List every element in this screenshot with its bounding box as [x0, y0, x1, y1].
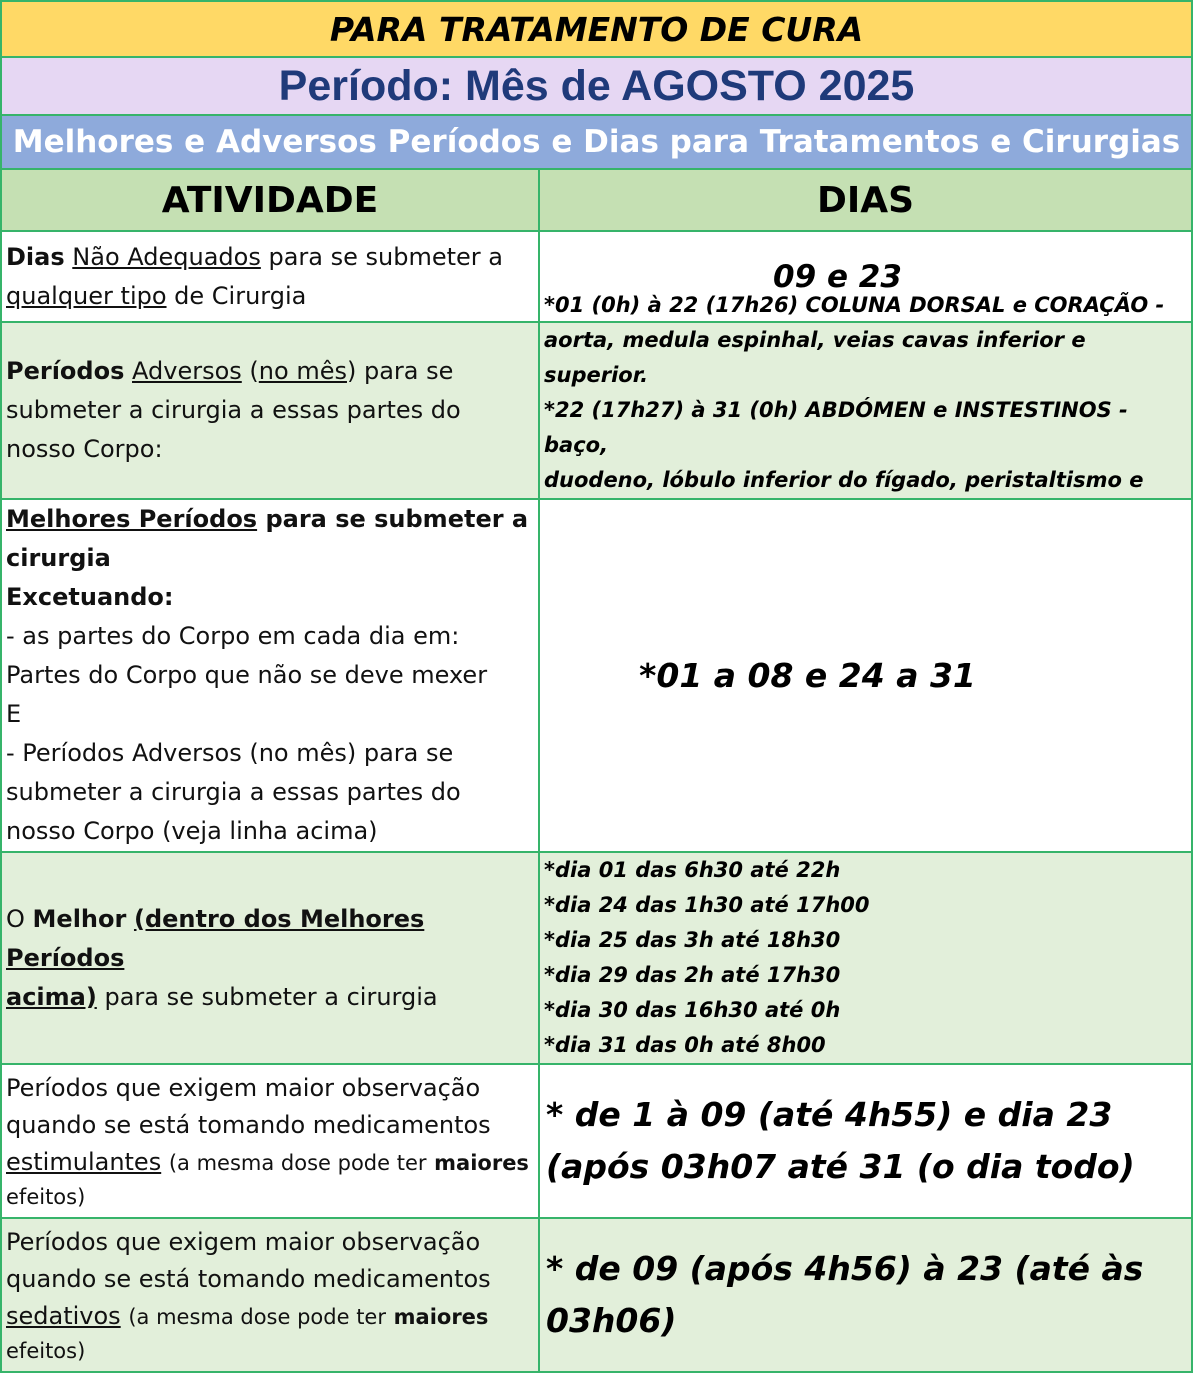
days-line: *dia 31 das 0h até 8h00 — [544, 1033, 826, 1057]
days-cell: 09 e 23 — [773, 258, 902, 295]
days-line: aorta, medula espinhal, veias cavas inferior e superior. — [544, 328, 1086, 387]
column-header-activity: ATIVIDADE — [2, 170, 540, 230]
days-line: *dia 01 das 6h30 até 22h — [544, 858, 841, 882]
days-line: *22 (17h27) à 31 (0h) ABDÓMEN e INSTESTINOS - baço, — [544, 398, 1128, 457]
table-row — [0, 1219, 1193, 1373]
activity-cell: Períodos que exigem maior observação quando se está tomando medicamentos estimulantes (a mesma dose pode ter maiores efeitos) — [2, 1065, 540, 1217]
days-cell — [540, 853, 1191, 1063]
subtitle: Melhores e Adversos Períodos e Dias para Tratamentos e Cirurgias — [12, 124, 1181, 160]
column-header-days: DIAS — [816, 179, 915, 221]
days-cell — [540, 293, 1191, 498]
days-cell: * de 09 (após 4h56) à 23 (até às 03h06) — [546, 1249, 1144, 1340]
column-header-row — [0, 170, 1193, 232]
days-line: *dia 24 das 1h30 até 17h00 — [544, 893, 870, 917]
table-row — [0, 1065, 1193, 1219]
page-title: PARA TRATAMENTO DE CURA — [329, 9, 864, 49]
period-banner — [0, 58, 1193, 116]
table-row — [0, 500, 1193, 853]
days-cell: *01 a 08 e 24 a 31 — [639, 656, 976, 695]
days-line: *01 (0h) à 22 (17h26) COLUNA DORSAL e CORAÇÃO - — [544, 293, 1165, 317]
days-line: *dia 25 das 3h até 18h30 — [544, 928, 841, 952]
table-row — [0, 853, 1193, 1065]
period-title: Período: Mês de AGOSTO 2025 — [278, 61, 915, 110]
activity-cell: Melhores Períodos para se submeter a cirurgia Excetuando: - as partes do Corpo em cada dia em: Partes do Corpo que não se deve mexer E - Períodos Adversos (no mês) para se submeter a cirurgia a essas partes do nosso Corpo (veja linha acima) — [2, 500, 540, 851]
days-line: *dia 29 das 2h até 17h30 — [544, 963, 841, 987]
activity-cell: Períodos que exigem maior observação quando se está tomando medicamentos sedativos (a mesma dose pode ter maiores efeitos) — [2, 1219, 540, 1371]
activity-cell: Períodos Adversos (no mês) para se submeter a cirurgia a essas partes do nosso Corpo: — [2, 323, 540, 498]
days-cell: * de 1 à 09 (até 4h55) e dia 23 (após 03h07 até 31 (o dia todo) — [546, 1095, 1135, 1186]
days-line: duodeno, lóbulo inferior do fígado, peristaltismo e — [544, 468, 1144, 492]
table-row — [0, 293, 1193, 500]
days-line: *dia 30 das 16h30 até 0h — [544, 998, 841, 1022]
title-banner — [0, 0, 1193, 58]
subtitle-banner — [0, 116, 1193, 170]
activity-cell: Dias Não Adequados para se submeter a qualquer tipo de Cirurgia — [2, 232, 540, 321]
activity-cell: O Melhor (dentro dos Melhores Períodos acima) para se submeter a cirurgia — [2, 853, 540, 1063]
